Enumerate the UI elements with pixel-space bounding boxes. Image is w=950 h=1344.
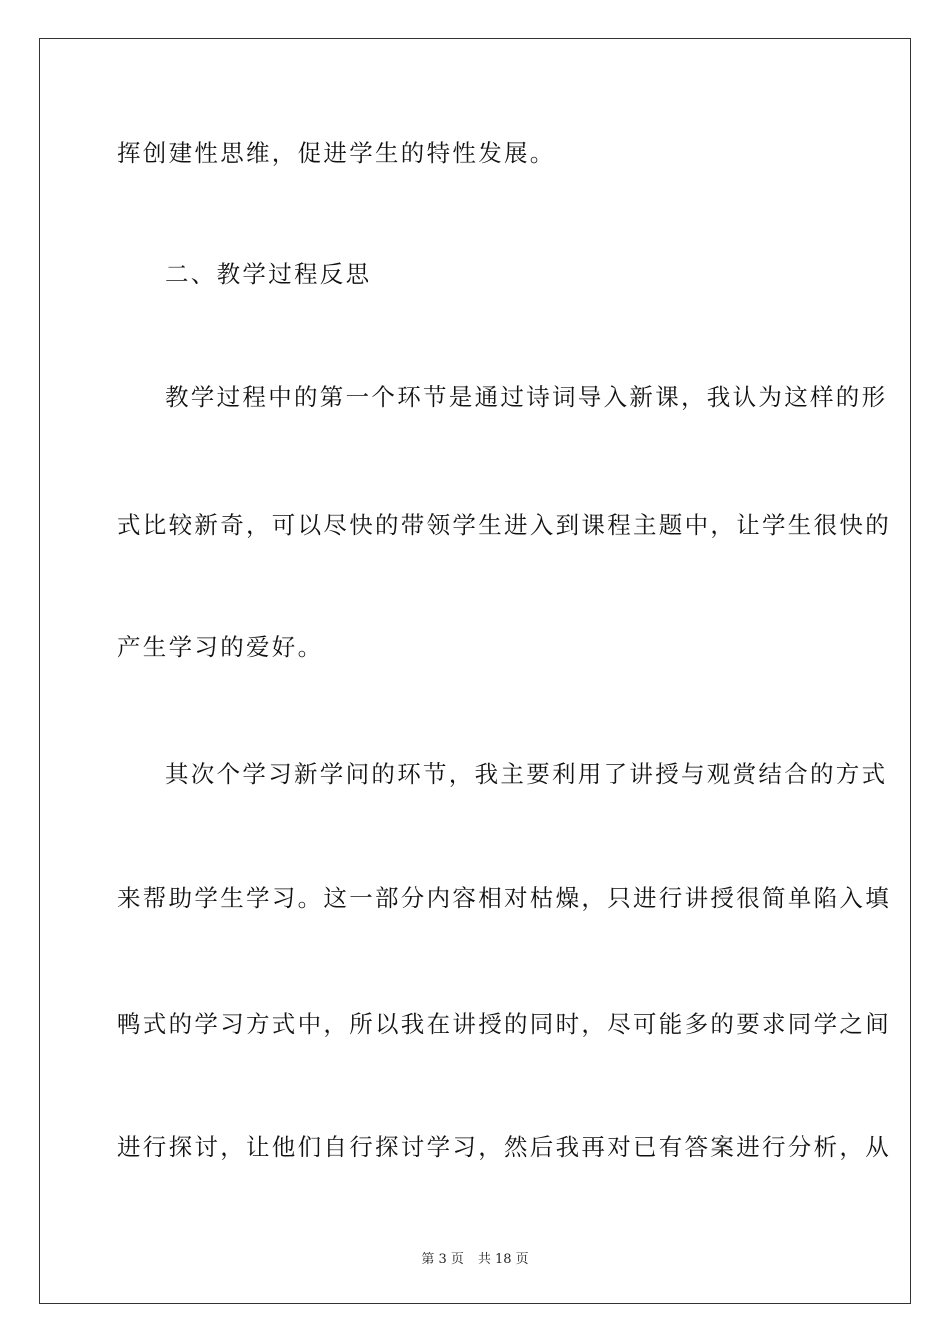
paragraph-line-4: 产生学习的爱好。 <box>117 633 324 661</box>
paragraph-line-7: 鸭式的学习方式中，所以我在讲授的同时，尽可能多的要求同学之间 <box>117 1010 891 1038</box>
total-pages: 共 18 页 <box>477 1252 529 1267</box>
paragraph-line-1: 挥创建性思维，促进学生的特性发展。 <box>117 139 556 167</box>
paragraph-line-5: 其次个学习新学问的环节，我主要利用了讲授与观赏结合的方式 <box>165 760 888 788</box>
page-border <box>39 38 911 1304</box>
section-heading: 二、教学过程反思 <box>165 260 372 288</box>
paragraph-line-3: 式比较新奇，可以尽快的带领学生进入到课程主题中，让学生很快的 <box>117 511 891 539</box>
paragraph-line-6: 来帮助学生学习。这一部分内容相对枯燥，只进行讲授很简单陷入填 <box>117 884 891 912</box>
paragraph-line-2: 教学过程中的第一个环节是通过诗词导入新课，我认为这样的形 <box>165 383 888 411</box>
page-footer <box>0 1248 950 1267</box>
paragraph-line-8: 进行探讨，让他们自行探讨学习，然后我再对已有答案进行分析，从 <box>117 1133 891 1161</box>
page-number: 第 3 页 <box>421 1252 464 1267</box>
